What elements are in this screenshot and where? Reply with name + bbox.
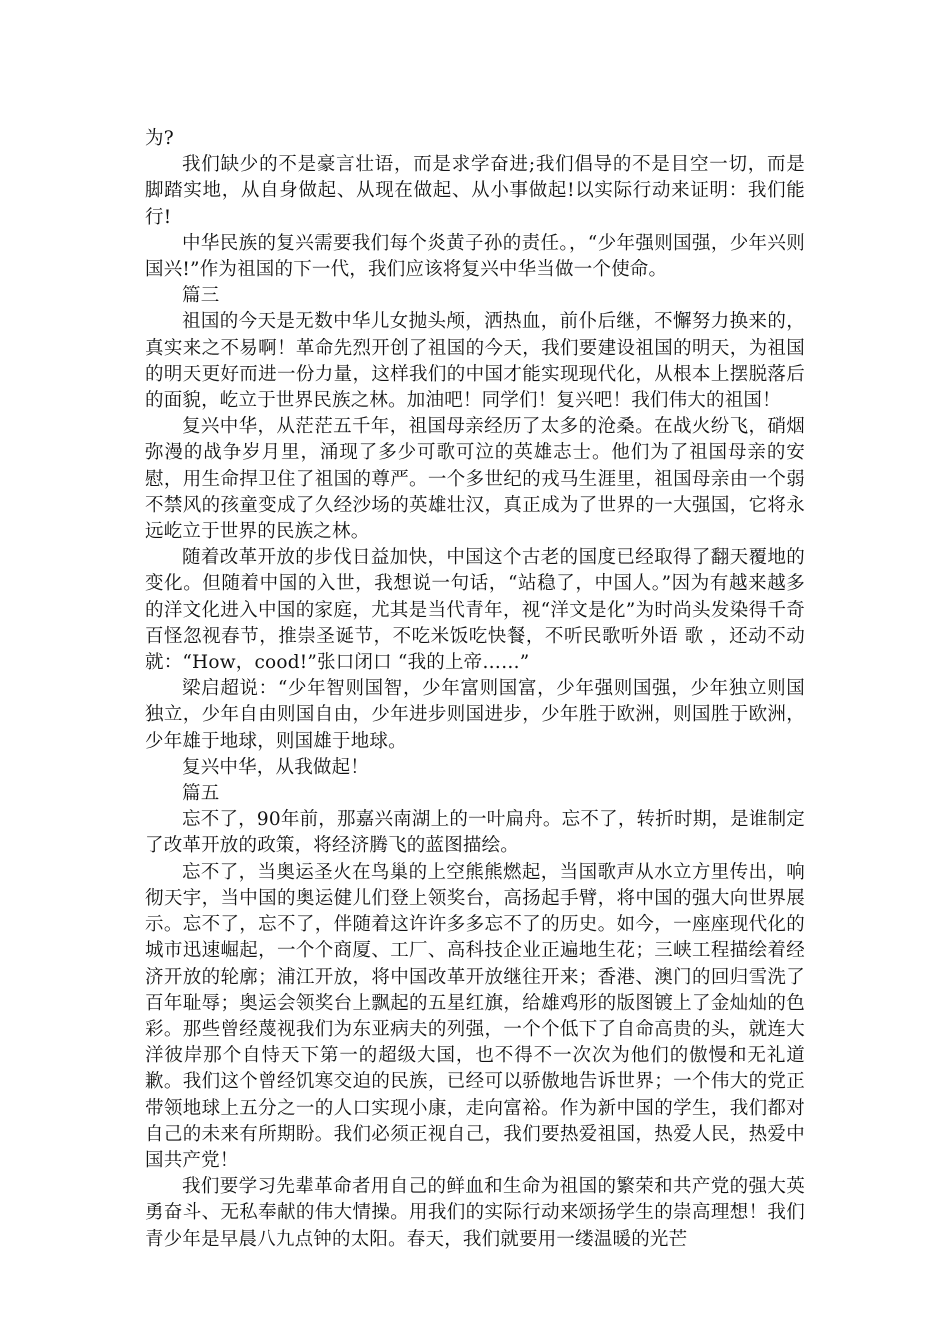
paragraph: 忘不了，90年前，那嘉兴南湖上的一叶扁舟。忘不了，转折时期，是谁制定了改革开放的政策，将经济腾飞的蓝图描绘。: [145, 809, 805, 857]
paragraph: 我们缺少的不是豪言壮语，而是求学奋进;我们倡导的不是目空一切，而是脚踏实地，从自身做起、从现在做起、从小事做起!以实际行动来证明：我们能行!: [145, 154, 805, 228]
paragraph: 祖国的今天是无数中华儿女抛头颅，洒热血，前仆后继，不懈努力换来的，真实来之不易啊！革命先烈开创了祖国的今天，我们要建设祖国的明天，为祖国的明天更好而进一份力量，这样我们的中国才能实现现代化，从根本上摆脱落后的面貌，屹立于世界民族之林。加油吧！同学们！复兴吧！我们伟大的祖国！: [145, 311, 805, 412]
paragraph: 梁启超说：“少年智则国智，少年富则国富，少年强则国强，少年独立则国独立，少年自由则国自由，少年进步则国进步，少年胜于欧洲，则国胜于欧洲，少年雄于地球，则国雄于地球。: [145, 678, 805, 752]
paragraph: 我们要学习先辈革命者用自己的鲜血和生命为祖国的繁荣和共产党的强大英勇奋斗、无私奉献的伟大情操。用我们的实际行动来颂扬学生的崇高理想！我们青少年是早晨八九点钟的太阳。春天，我们就要用一缕温暖的光芒: [145, 1176, 805, 1250]
paragraph: 忘不了，当奥运圣火在鸟巢的上空熊熊燃起，当国歌声从水立方里传出，响彻天宇，当中国的奥运健儿们登上领奖台，高扬起手臂，将中国的强大向世界展示。忘不了，忘不了，伴随着这许许多多忘不了的历史。如今，一座座现代化的城市迅速崛起，一个个商厦、工厂、高科技企业正遍地生花；三峡工程描绘着经济开放的轮廓；浦江开放，将中国改革开放继往开来；香港、澳门的回归雪洗了百年耻辱；奥运会领奖台上飘起的五星红旗，给雄鸡形的版图镀上了金灿灿的色彩。那些曾经蔑视我们为东亚病夫的列强，一个个低下了自命高贵的头，就连大洋彼岸那个自恃天下第一的超级大国，也不得不一次次为他们的傲慢和无礼道歉。我们这个曾经饥寒交迫的民族，已经可以骄傲地告诉世界；一个伟大的党正带领地球上五分之一的人口实现小康，走向富裕。作为新中国的学生，我们都对自己的未来有所期盼。我们必须正视自己，我们要热爱祖国，热爱人民，热爱中国共产党！: [145, 861, 805, 1171]
paragraph: 随着改革开放的步伐日益加快，中国这个古老的国度已经取得了翻天覆地的变化。但随着中国的入世，我想说一句话，“站稳了，中国人。”因为有越来越多的洋文化进入中国的家庭，尤其是当代青年，视“洋文是化”为时尚头发染得千奇百怪忽视春节，推崇圣诞节，不吃米饭吃快餐，不听民歌听外语 歌 ，还动不动就：“How，cood!”张口闭口 “我的上帝……”: [145, 547, 805, 674]
document-page: [145, 126, 805, 1253]
paragraph: 复兴中华，从茫茫五千年，祖国母亲经历了太多的沧桑。在战火纷飞，硝烟弥漫的战争岁月里，涌现了多少可歌可泣的英雄志士。他们为了祖国母亲的安慰，用生命捍卫住了祖国的尊严。一个多世纪的戎马生涯里，祖国母亲由一个弱不禁风的孩童变成了久经沙场的英雄壮汉，真正成为了世界的一大强国，它将永远屹立于世界的民族之林。: [145, 416, 805, 543]
paragraph: 复兴中华，从我做起！: [182, 756, 370, 778]
section-heading: 篇五: [182, 783, 220, 805]
paragraph-continuation: 为?: [145, 128, 174, 149]
section-heading: 篇三: [182, 285, 220, 307]
paragraph: 中华民族的复兴需要我们每个炎黄子孙的责任。，“少年强则国强，少年兴则国兴!”作为祖国的下一代，我们应该将复兴中华当做一个使命。: [145, 232, 805, 281]
